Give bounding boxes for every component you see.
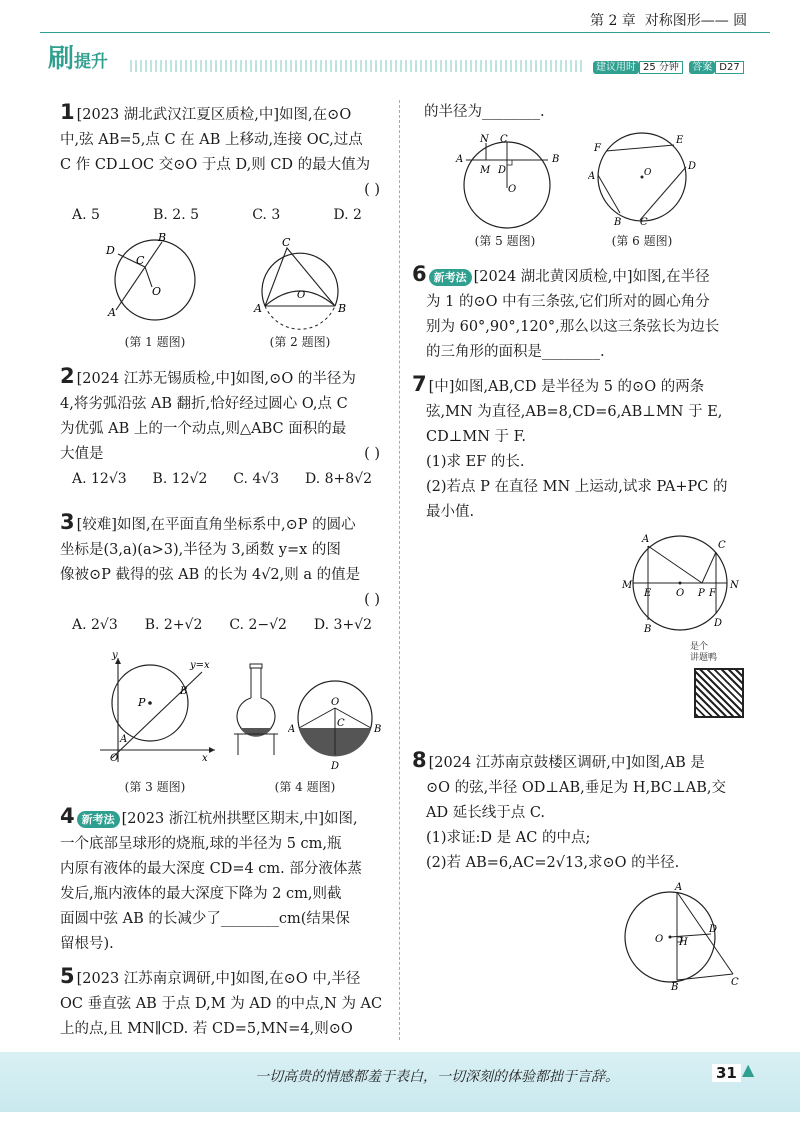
question-4	[60, 804, 390, 957]
answer-label: 答案	[689, 61, 715, 74]
q1-line: C 作 CD⊥OC 交⊙O 于点 D,则 CD 的最大值为	[60, 157, 371, 173]
question-number: 6	[412, 262, 427, 286]
caption-4: (第 4 题图)	[274, 780, 336, 794]
caption-3: (第 3 题图)	[124, 780, 186, 794]
svg-text:y=x: y=x	[190, 660, 210, 671]
q6-line: 别为 60°,90°,120°,那么以这三条弦长为边长	[426, 319, 720, 335]
q4-line: 面圆中弦 AB 的长减少了________cm(结果保	[60, 911, 350, 927]
q1-line: 中,弦 AB=5,点 C 在 AB 上移动,连接 OC,过点	[60, 132, 363, 148]
q2-options	[60, 467, 372, 492]
q3-line: 坐标是(3,a)(a>3),半径为 3,函数 y=x 的图	[60, 542, 341, 558]
svg-text:N: N	[480, 134, 489, 145]
option-c: C. 3	[252, 207, 281, 223]
svg-text:C: C	[731, 977, 739, 988]
option-c: C. 4√3	[233, 471, 280, 487]
caption-5: (第 5 题图)	[474, 234, 536, 248]
q5-line: 上的点,且 MN∥CD. 若 CD=5,MN=4,则⊙O	[60, 1021, 353, 1037]
figure-8	[615, 882, 745, 992]
q2-line: 4,将劣弧沿弦 AB 翻折,恰好经过圆心 O,点 C	[60, 396, 348, 412]
q8-line: AD 延长线于点 C.	[426, 805, 546, 821]
svg-text:A: A	[288, 724, 296, 735]
footer-motto: 一切高贵的情感都羞于表白，一切深刻的体验都拙于言辞。	[255, 1069, 619, 1085]
chapter-number: 第 2 章	[590, 13, 636, 29]
svg-text:D: D	[331, 761, 340, 771]
svg-text:A: A	[108, 306, 116, 319]
q7-line: 最小值.	[426, 504, 475, 520]
option-c: C. 2−√2	[229, 617, 287, 633]
option-d: D. 8+8√2	[304, 471, 372, 487]
figure-2	[250, 236, 350, 331]
header-stripes	[130, 60, 585, 72]
qr-code[interactable]	[694, 668, 744, 718]
column-divider	[399, 100, 400, 1040]
new-method-badge: 新考法	[77, 811, 120, 828]
option-b: B. 2. 5	[153, 207, 200, 223]
svg-text:B: B	[671, 982, 679, 992]
question-5	[60, 964, 390, 1042]
svg-text:O: O	[676, 588, 685, 599]
option-d: D. 3+√2	[313, 617, 372, 633]
question-number: 5	[60, 964, 75, 988]
q2-line: 大值是	[60, 446, 104, 462]
answer-page: D27	[715, 61, 743, 74]
q8-line: [2024 江苏南京鼓楼区调研,中]如图,AB 是	[428, 755, 705, 771]
option-a: A. 2√3	[72, 617, 118, 633]
q2-line: 为优弧 AB 上的一个动点,则△ABC 面积的最	[60, 421, 347, 437]
svg-text:A: A	[456, 154, 464, 165]
svg-text:B: B	[374, 724, 382, 735]
svg-text:P: P	[698, 588, 705, 599]
q5-line: OC 垂直弦 AB 于点 D,M 为 AD 的中点,N 为 AC	[60, 996, 383, 1012]
svg-text:D: D	[106, 244, 115, 257]
question-number: 2	[60, 364, 75, 388]
question-number: 1	[60, 100, 75, 124]
option-a: A. 5	[72, 207, 100, 223]
svg-text:y: y	[112, 650, 118, 661]
svg-text:B: B	[552, 154, 560, 165]
q8-line: (1)求证:D 是 AC 的中点;	[426, 830, 591, 846]
svg-text:B: B	[644, 624, 652, 635]
answer-paren: ( )	[364, 446, 380, 462]
svg-text:C: C	[136, 254, 145, 267]
q4-line: 一个底部呈球形的烧瓶,球的半径为 5 cm,瓶	[60, 836, 342, 852]
svg-text:A: A	[588, 171, 596, 182]
figure-6	[588, 125, 698, 225]
figure-1	[100, 232, 210, 327]
q3-line: [较难]如图,在平面直角坐标系中,⊙P 的圆心	[76, 517, 356, 533]
svg-text:C: C	[282, 236, 291, 249]
q5-line: 的半径为________.	[424, 104, 545, 120]
option-a: A. 12√3	[72, 471, 127, 487]
q4-line: 发后,瓶内液体的最大深度下降为 2 cm,则截	[60, 886, 342, 902]
svg-text:F: F	[594, 143, 601, 154]
chapter-title: 对称图形—— 圆	[644, 13, 748, 29]
q7-line: (2)若点 P 在直径 MN 上运动,试求 PA+PC 的	[426, 479, 728, 495]
time-label: 建议用时	[593, 61, 639, 74]
q2-line: [2024 江苏无锡质检,中]如图,⊙O 的半径为	[76, 371, 356, 387]
svg-text:O: O	[331, 697, 340, 708]
header-rule	[40, 32, 770, 33]
q7-line: [中]如图,AB,CD 是半径为 5 的⊙O 的两条	[428, 379, 705, 395]
qr-label: 是个 讲题鸭	[690, 642, 718, 663]
brand-char: 刷	[48, 44, 75, 74]
q3-line: 像被⊙P 截得的弦 AB 的长为 4√2,则 a 的值是	[60, 567, 361, 583]
svg-text:B: B	[614, 217, 622, 225]
q8-line: (2)若 AB=6,AC=2√13,求⊙O 的半径.	[426, 855, 680, 871]
q7-line: 弦,MN 为直径,AB=8,CD=6,AB⊥MN 于 E,	[426, 404, 723, 420]
svg-text:D: D	[688, 161, 697, 172]
answer-paren: ( )	[364, 182, 380, 198]
q7-line: (1)求 EF 的长.	[426, 454, 525, 470]
question-8	[412, 748, 772, 876]
page-number: 31	[712, 1064, 741, 1082]
question-7	[412, 372, 772, 525]
q6-line: [2024 湖北黄冈质检,中]如图,在半径	[473, 269, 710, 285]
option-b: B. 2+√2	[144, 617, 203, 633]
svg-text:A: A	[642, 534, 650, 545]
svg-text:F: F	[709, 588, 716, 599]
q5-line: [2023 江苏南京调研,中]如图,在⊙O 中,半径	[76, 971, 361, 987]
svg-text:B: B	[338, 302, 347, 315]
figure-4	[288, 676, 383, 771]
svg-text:B: B	[158, 232, 167, 244]
svg-text:C: C	[337, 718, 345, 729]
svg-text:C: C	[640, 217, 648, 225]
question-number: 8	[412, 748, 427, 772]
brand-logo	[48, 38, 108, 75]
question-6	[412, 262, 772, 365]
option-d: D. 2	[333, 207, 362, 223]
header-chapter	[590, 10, 747, 30]
figure-7	[620, 528, 745, 638]
time-value: 25 分钟	[639, 61, 683, 74]
svg-text:O: O	[297, 290, 306, 301]
q1-options	[60, 203, 362, 228]
caption-6: (第 6 题图)	[611, 234, 673, 248]
q4-line: 内原有液体的最大深度 CD=4 cm. 部分液体蒸	[60, 861, 362, 877]
question-5-continued	[424, 100, 764, 125]
new-method-badge: 新考法	[429, 269, 472, 286]
svg-text:C: C	[500, 134, 508, 145]
time-badge	[593, 58, 744, 73]
tree-icon: ▲	[742, 1060, 755, 1079]
question-number: 4	[60, 804, 75, 828]
svg-text:O: O	[508, 184, 517, 195]
svg-text:O: O	[110, 753, 119, 764]
svg-text:O: O	[152, 285, 162, 298]
svg-text:x: x	[202, 753, 208, 764]
svg-text:E: E	[676, 135, 684, 146]
q6-line: 的三角形的面积是________.	[426, 344, 605, 360]
svg-text:A: A	[120, 734, 128, 745]
answer-paren: ( )	[364, 592, 380, 608]
svg-text:B: B	[180, 686, 188, 697]
svg-text:D: D	[714, 618, 723, 629]
q7-line: CD⊥MN 于 F.	[426, 429, 527, 445]
question-2	[60, 364, 390, 492]
caption-2: (第 2 题图)	[269, 335, 331, 349]
question-3	[60, 510, 390, 638]
svg-text:D: D	[709, 924, 718, 935]
brand-sub: 提升	[74, 52, 109, 72]
svg-text:A: A	[254, 302, 262, 315]
question-number: 7	[412, 372, 427, 396]
q1-line: [2023 湖北武汉江夏区质检,中]如图,在⊙O	[76, 107, 352, 123]
question-number: 3	[60, 510, 75, 534]
caption-1: (第 1 题图)	[124, 335, 186, 349]
figure-4-flask	[226, 660, 286, 760]
svg-text:M: M	[480, 165, 491, 176]
q4-line: 留根号).	[60, 936, 114, 952]
q3-options	[60, 613, 372, 638]
question-1	[60, 100, 390, 228]
q6-line: 为 1 的⊙O 中有三条弦,它们所对的圆心角分	[426, 294, 710, 310]
svg-text:P: P	[138, 696, 146, 709]
option-b: B. 12√2	[152, 471, 208, 487]
svg-text:C: C	[718, 540, 726, 551]
svg-text:E: E	[644, 588, 652, 599]
svg-text:D: D	[498, 165, 507, 176]
figure-5	[452, 130, 562, 230]
svg-text:O: O	[644, 168, 652, 178]
svg-text:H: H	[679, 937, 688, 948]
q4-line: [2023 浙江杭州拱墅区期末,中]如图,	[121, 811, 358, 827]
figure-3	[90, 650, 220, 765]
q8-line: ⊙O 的弦,半径 OD⊥AB,垂足为 H,BC⊥AB,交	[426, 780, 727, 796]
svg-text:N: N	[730, 580, 739, 591]
svg-text:M: M	[622, 580, 633, 591]
svg-text:O: O	[655, 934, 664, 945]
svg-text:A: A	[675, 882, 683, 893]
